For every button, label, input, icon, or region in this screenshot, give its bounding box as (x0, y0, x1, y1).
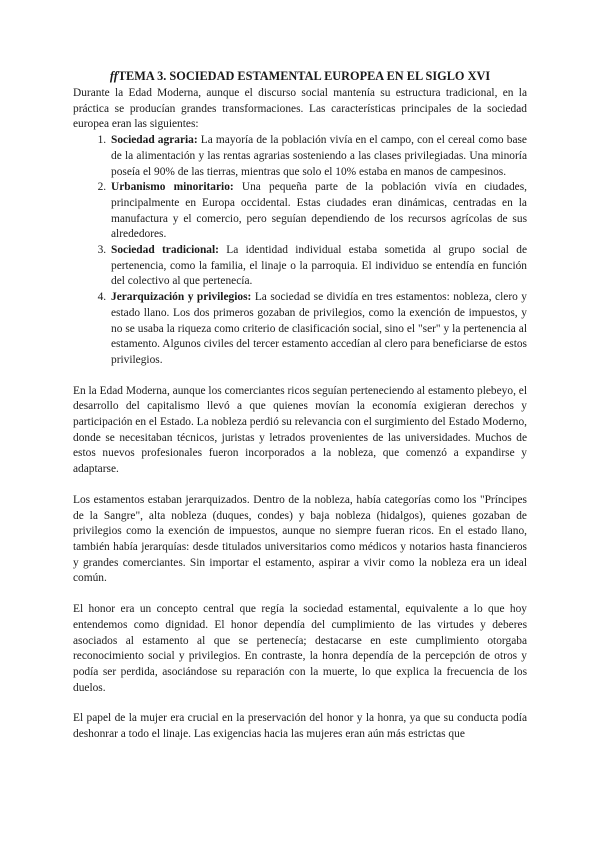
title-prefix: ff (109, 69, 118, 83)
list-item (109, 290, 527, 369)
body-paragraph: El papel de la mujer era crucial en la preservación del honor y la honra, ya que su conducta podía deshonrar a todo el linaje. Las exigencias hacia las mujeres eran aún más estrictas que (73, 712, 527, 741)
characteristics-list (73, 133, 527, 369)
list-item-term: Sociedad agraria: (111, 134, 198, 147)
list-item (109, 180, 527, 243)
list-item (109, 243, 527, 290)
list-item (109, 133, 527, 180)
list-item-text: La sociedad se dividía en tres estamentos: nobleza, clero y estado llano. Los dos primeros gozaban de privilegios, como la exención de impuestos, y no se usaba la riqueza como criterio de clasificación social, sino el "ser" y la pertenencia al estamento. Algunos civiles del tercer estamento accedían al clero para beneficiarse de estos privilegios. (111, 291, 528, 366)
list-item-term: Urbanismo minoritario: (111, 181, 234, 194)
list-item-term: Sociedad tradicional: (111, 244, 219, 257)
list-item-text: Una pequeña parte de la población vivía en ciudades, principalmente en Europa occidental. Estas ciudades eran dinámicas, centradas en la manufactura y el comercio, pero seguían dependiendo de los recursos agrícolas de sus alrededores. (111, 181, 527, 241)
body-paragraph: El honor era un concepto central que regía la sociedad estamental, equivalente a lo que hoy entendemos como dignidad. El honor dependía del cumplimiento de las virtudes y deberes asociados al estamento al que se pertenecía; destacarse en este cumplimiento otorgaba reconocimiento social y privilegios. En contraste, la honra dependía de la percepción de otros y podía ser perdida, asociándose su reparación con la muerte, lo que explica la frecuencia de los duelos. (73, 603, 527, 694)
body-paragraph: En la Edad Moderna, aunque los comerciantes ricos seguían perteneciendo al estamento plebeyo, el desarrollo del capitalismo llevó a que quienes movían la economía exigieran derechos y participación en el Estado. La nobleza perdió su relevancia con el surgimiento del Estado Moderno, donde se necesitaban técnicos, juristas y letrados provenientes de las universidades. Muchos de estos nuevos profesionales fueron incorporados a la nobleza, que comenzó a expandirse y adaptarse. (73, 384, 527, 476)
intro-paragraph: Durante la Edad Moderna, aunque el discurso social mantenía su estructura tradicional, en la práctica se producían grandes transformaciones. Las características principales de la sociedad europea eran las siguientes: (73, 87, 527, 131)
list-item-text: La mayoría de la población vivía en el campo, con el cereal como base de la alimentación y las rentas agrarias sosteniendo a las clases privilegiadas. Una minoría poseía el 90% de las tierras, mientras que solo el 10% estaba en manos de campesinos. (111, 134, 527, 178)
list-item-text: La identidad individual estaba sometida al grupo social de pertenencia, como la familia, el linaje o la parroquia. El individuo se entendía en función del colectivo al que pertenecía. (111, 244, 528, 288)
body-paragraph: Los estamentos estaban jerarquizados. Dentro de la nobleza, había categorías como los "Príncipes de la Sangre", alta nobleza (duques, condes) y baja nobleza (hidalgos), quienes gozaban de privilegios como la exención de impuestos, aunque no siempre fueran ricos. En el estado llano, también había jerarquías: desde titulados universitarios como médicos y notarios hasta financieros y grandes comerciantes. Sin importar el estamento, aspirar a vivir como la nobleza era un ideal común. (73, 493, 527, 585)
title-text: TEMA 3. SOCIEDAD ESTAMENTAL EUROPEA EN EL SIGLO XVI (117, 69, 491, 83)
page-title (73, 69, 527, 84)
list-item-term: Jerarquización y privilegios: (111, 291, 252, 304)
